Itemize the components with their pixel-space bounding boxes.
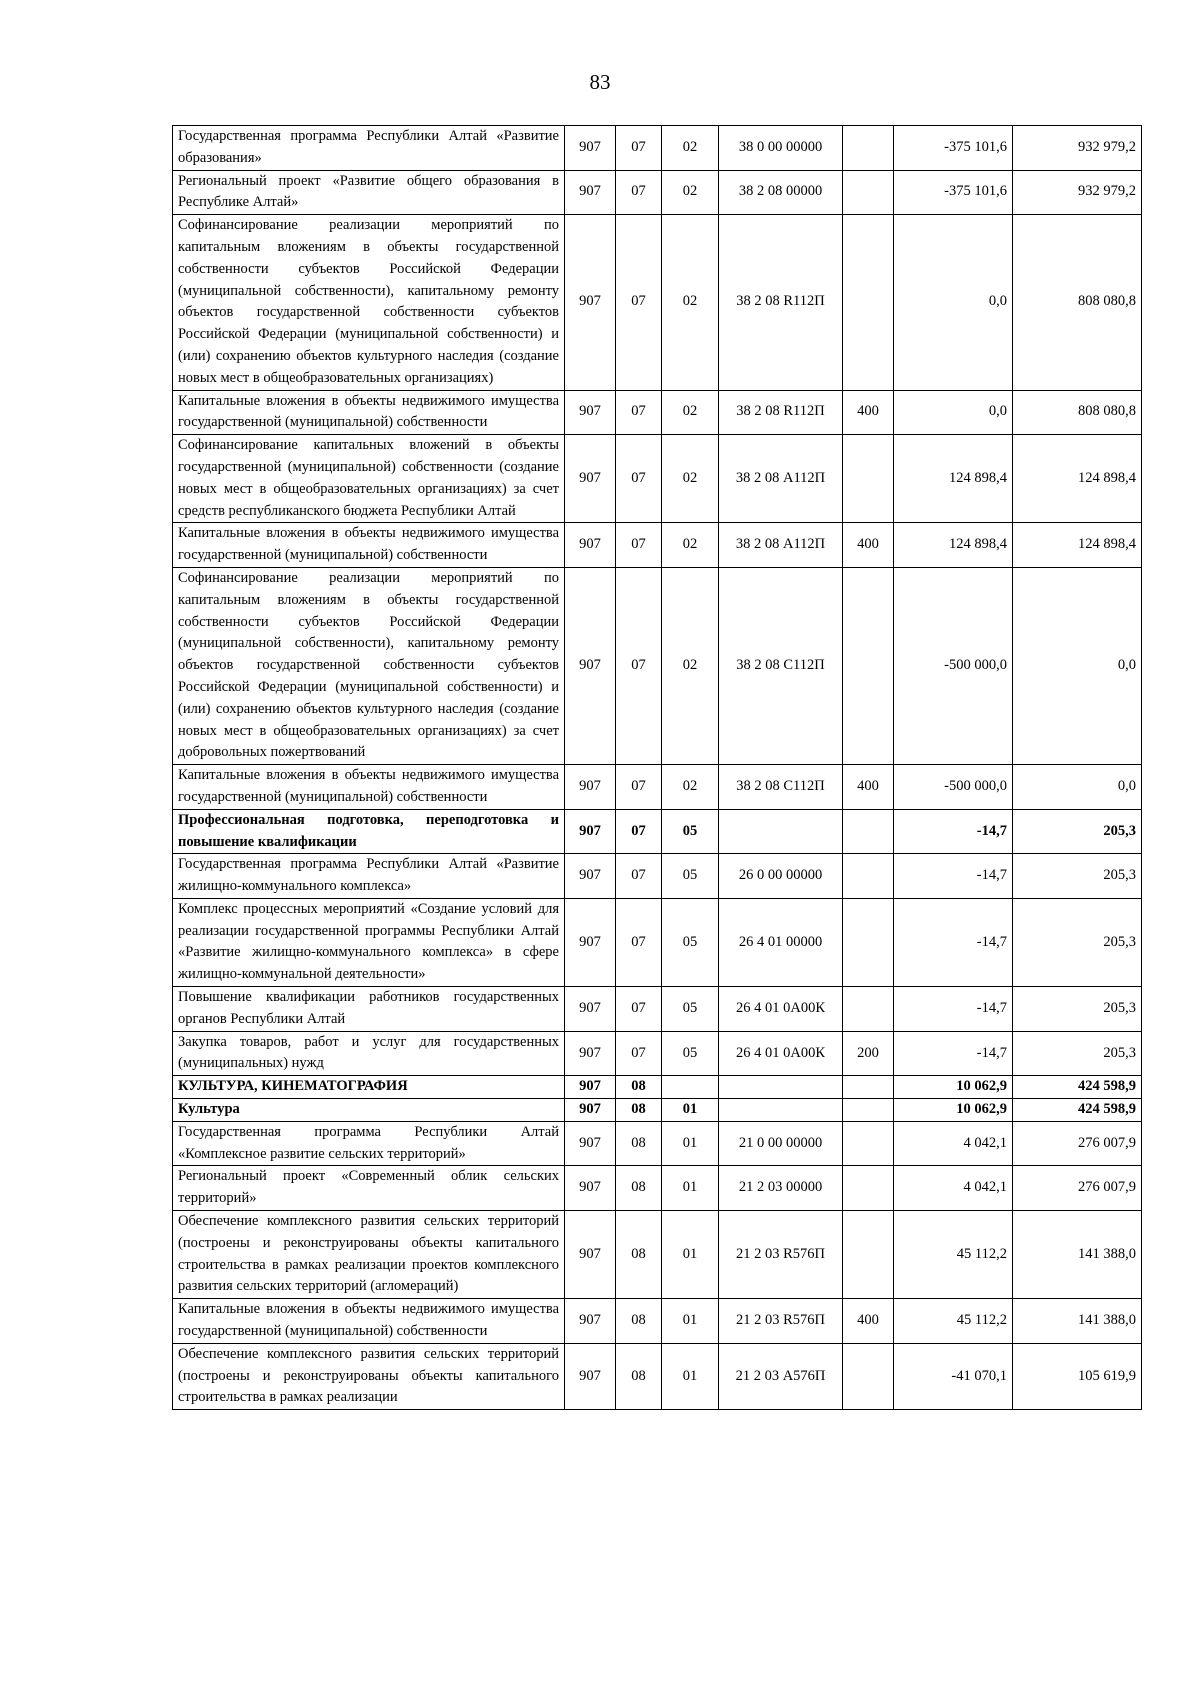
total-amount: 205,3 [1013, 1031, 1142, 1076]
page-number: 83 [589, 70, 611, 94]
row-name: Государственная программа Республики Алтай «Комплексное развитие сельских территорий» [173, 1121, 565, 1166]
budget-table-body [173, 126, 1142, 1410]
row-name: Закупка товаров, работ и услуг для государственных (муниципальных) нужд [173, 1031, 565, 1076]
change-amount: 4 042,1 [894, 1166, 1013, 1211]
table-row [173, 1343, 1142, 1409]
ministry-code: 907 [565, 854, 616, 899]
ministry-code: 907 [565, 1299, 616, 1344]
expense-type-code: 400 [843, 390, 894, 435]
target-article-code: 21 2 03 00000 [719, 1166, 843, 1211]
total-amount: 424 598,9 [1013, 1076, 1142, 1099]
row-name: Капитальные вложения в объекты недвижимого имущества государственной (муниципальной) собственности [173, 523, 565, 568]
subsection-code: 02 [662, 170, 719, 215]
target-article-code [719, 809, 843, 854]
section-code: 07 [616, 898, 662, 986]
subsection-code: 01 [662, 1343, 719, 1409]
row-name: Капитальные вложения в объекты недвижимого имущества государственной (муниципальной) собственности [173, 390, 565, 435]
subsection-code: 01 [662, 1099, 719, 1122]
section-code: 08 [616, 1076, 662, 1099]
row-name: Обеспечение комплексного развития сельских территорий (построены и реконструированы объекты капитального строительства в рамках реализации [173, 1343, 565, 1409]
total-amount: 205,3 [1013, 898, 1142, 986]
total-amount: 808 080,8 [1013, 215, 1142, 390]
section-code: 07 [616, 765, 662, 810]
change-amount: -375 101,6 [894, 170, 1013, 215]
table-row [173, 567, 1142, 764]
table-row [173, 1299, 1142, 1344]
change-amount: 124 898,4 [894, 435, 1013, 523]
change-amount: 10 062,9 [894, 1076, 1013, 1099]
subsection-code: 01 [662, 1299, 719, 1344]
total-amount: 932 979,2 [1013, 126, 1142, 171]
section-code: 08 [616, 1211, 662, 1299]
table-row [173, 390, 1142, 435]
change-amount: 0,0 [894, 390, 1013, 435]
target-article-code: 21 2 03 А576П [719, 1343, 843, 1409]
total-amount: 808 080,8 [1013, 390, 1142, 435]
subsection-code: 02 [662, 435, 719, 523]
total-amount: 205,3 [1013, 987, 1142, 1032]
section-code: 08 [616, 1121, 662, 1166]
subsection-code [662, 1076, 719, 1099]
section-code: 07 [616, 809, 662, 854]
target-article-code: 21 2 03 R576П [719, 1299, 843, 1344]
section-code: 08 [616, 1299, 662, 1344]
row-name: Государственная программа Республики Алтай «Развитие жилищно-коммунального комплекса» [173, 854, 565, 899]
table-row [173, 170, 1142, 215]
subsection-code: 05 [662, 854, 719, 899]
table-row [173, 987, 1142, 1032]
ministry-code: 907 [565, 567, 616, 764]
ministry-code: 907 [565, 1211, 616, 1299]
ministry-code: 907 [565, 390, 616, 435]
table-row [173, 898, 1142, 986]
target-article-code: 38 2 08 С112П [719, 765, 843, 810]
target-article-code: 26 4 01 00000 [719, 898, 843, 986]
table-row [173, 765, 1142, 810]
row-name: Повышение квалификации работников государственных органов Республики Алтай [173, 987, 565, 1032]
table-row [173, 1076, 1142, 1099]
expense-type-code [843, 987, 894, 1032]
target-article-code: 38 2 08 R112П [719, 215, 843, 390]
budget-table [172, 125, 1142, 1410]
expense-type-code: 400 [843, 523, 894, 568]
total-amount: 141 388,0 [1013, 1299, 1142, 1344]
change-amount: -500 000,0 [894, 765, 1013, 810]
subsection-code: 01 [662, 1166, 719, 1211]
section-code: 08 [616, 1343, 662, 1409]
expense-type-code [843, 1121, 894, 1166]
total-amount: 124 898,4 [1013, 435, 1142, 523]
subsection-code: 02 [662, 126, 719, 171]
section-code: 07 [616, 170, 662, 215]
total-amount: 124 898,4 [1013, 523, 1142, 568]
table-row [173, 523, 1142, 568]
change-amount: -14,7 [894, 809, 1013, 854]
total-amount: 0,0 [1013, 765, 1142, 810]
target-article-code: 38 2 08 00000 [719, 170, 843, 215]
row-name: Капитальные вложения в объекты недвижимого имущества государственной (муниципальной) собственности [173, 1299, 565, 1344]
row-name: Государственная программа Республики Алтай «Развитие образования» [173, 126, 565, 171]
target-article-code: 38 2 08 А112П [719, 435, 843, 523]
ministry-code: 907 [565, 170, 616, 215]
expense-type-code [843, 1099, 894, 1122]
section-code: 08 [616, 1099, 662, 1122]
expense-type-code [843, 126, 894, 171]
table-row [173, 215, 1142, 390]
row-name: Профессиональная подготовка, переподготовка и повышение квалификации [173, 809, 565, 854]
section-code: 07 [616, 987, 662, 1032]
ministry-code: 907 [565, 765, 616, 810]
subsection-code: 02 [662, 390, 719, 435]
section-code: 07 [616, 1031, 662, 1076]
subsection-code: 01 [662, 1121, 719, 1166]
total-amount: 0,0 [1013, 567, 1142, 764]
target-article-code [719, 1099, 843, 1122]
expense-type-code [843, 1211, 894, 1299]
change-amount: 10 062,9 [894, 1099, 1013, 1122]
ministry-code: 907 [565, 987, 616, 1032]
row-name: Комплекс процессных мероприятий «Создание условий для реализации государственной программы Республики Алтай «Развитие жилищно-коммунального комплекса» в сфере жилищно-коммунальной деятельности» [173, 898, 565, 986]
expense-type-code [843, 567, 894, 764]
row-name: КУЛЬТУРА, КИНЕМАТОГРАФИЯ [173, 1076, 565, 1099]
row-name: Софинансирование капитальных вложений в объекты государственной (муниципальной) собственности (создание новых мест в общеобразовательных организациях) за счет средств республиканского бюджета Республики Алтай [173, 435, 565, 523]
table-row [173, 809, 1142, 854]
ministry-code: 907 [565, 523, 616, 568]
change-amount: -14,7 [894, 987, 1013, 1032]
expense-type-code [843, 1076, 894, 1099]
target-article-code [719, 1076, 843, 1099]
expense-type-code [843, 854, 894, 899]
ministry-code: 907 [565, 898, 616, 986]
row-name: Софинансирование реализации мероприятий по капитальным вложениям в объекты государственной собственности субъектов Российской Федерации (муниципальной собственности), капитальному ремонту объектов государственной собственности субъектов Российской Федерации (муниципальной собственности) и (или) сохранению объектов культурного наследия (создание новых мест в общеобразовательных организациях) за счет добровольных пожертвований [173, 567, 565, 764]
table-row [173, 1099, 1142, 1122]
row-name: Культура [173, 1099, 565, 1122]
subsection-code: 05 [662, 1031, 719, 1076]
change-amount: -14,7 [894, 854, 1013, 899]
subsection-code: 01 [662, 1211, 719, 1299]
ministry-code: 907 [565, 215, 616, 390]
total-amount: 105 619,9 [1013, 1343, 1142, 1409]
total-amount: 276 007,9 [1013, 1121, 1142, 1166]
subsection-code: 02 [662, 523, 719, 568]
expense-type-code: 400 [843, 765, 894, 810]
section-code: 08 [616, 1166, 662, 1211]
ministry-code: 907 [565, 1076, 616, 1099]
row-name: Софинансирование реализации мероприятий по капитальным вложениям в объекты государственной собственности субъектов Российской Федерации (муниципальной собственности), капитальному ремонту объектов государственной собственности субъектов Российской Федерации (муниципальной собственности) и (или) сохранению объектов культурного наследия (создание новых мест в общеобразовательных организациях) [173, 215, 565, 390]
change-amount: 124 898,4 [894, 523, 1013, 568]
change-amount: 4 042,1 [894, 1121, 1013, 1166]
change-amount: -41 070,1 [894, 1343, 1013, 1409]
ministry-code: 907 [565, 126, 616, 171]
expense-type-code: 200 [843, 1031, 894, 1076]
change-amount: -500 000,0 [894, 567, 1013, 764]
expense-type-code [843, 170, 894, 215]
total-amount: 205,3 [1013, 854, 1142, 899]
ministry-code: 907 [565, 1031, 616, 1076]
section-code: 07 [616, 523, 662, 568]
table-row [173, 126, 1142, 171]
table-row [173, 1166, 1142, 1211]
target-article-code: 21 0 00 00000 [719, 1121, 843, 1166]
section-code: 07 [616, 854, 662, 899]
target-article-code: 38 2 08 С112П [719, 567, 843, 764]
ministry-code: 907 [565, 1343, 616, 1409]
target-article-code: 38 2 08 R112П [719, 390, 843, 435]
table-row [173, 1211, 1142, 1299]
target-article-code: 21 2 03 R576П [719, 1211, 843, 1299]
table-row [173, 435, 1142, 523]
row-name: Региональный проект «Современный облик сельских территорий» [173, 1166, 565, 1211]
ministry-code: 907 [565, 1166, 616, 1211]
total-amount: 424 598,9 [1013, 1099, 1142, 1122]
subsection-code: 02 [662, 567, 719, 764]
target-article-code: 26 4 01 0А00К [719, 1031, 843, 1076]
total-amount: 205,3 [1013, 809, 1142, 854]
subsection-code: 05 [662, 809, 719, 854]
expense-type-code [843, 1166, 894, 1211]
section-code: 07 [616, 126, 662, 171]
expense-type-code [843, 898, 894, 986]
ministry-code: 907 [565, 1121, 616, 1166]
ministry-code: 907 [565, 1099, 616, 1122]
expense-type-code [843, 809, 894, 854]
total-amount: 932 979,2 [1013, 170, 1142, 215]
expense-type-code [843, 215, 894, 390]
change-amount: 0,0 [894, 215, 1013, 390]
ministry-code: 907 [565, 809, 616, 854]
subsection-code: 05 [662, 898, 719, 986]
target-article-code: 38 0 00 00000 [719, 126, 843, 171]
change-amount: -14,7 [894, 1031, 1013, 1076]
table-row [173, 1121, 1142, 1166]
change-amount: -375 101,6 [894, 126, 1013, 171]
change-amount: 45 112,2 [894, 1299, 1013, 1344]
total-amount: 141 388,0 [1013, 1211, 1142, 1299]
change-amount: -14,7 [894, 898, 1013, 986]
change-amount: 45 112,2 [894, 1211, 1013, 1299]
subsection-code: 05 [662, 987, 719, 1032]
section-code: 07 [616, 567, 662, 764]
table-row [173, 854, 1142, 899]
target-article-code: 26 0 00 00000 [719, 854, 843, 899]
row-name: Региональный проект «Развитие общего образования в Республике Алтай» [173, 170, 565, 215]
section-code: 07 [616, 390, 662, 435]
table-row [173, 1031, 1142, 1076]
section-code: 07 [616, 435, 662, 523]
subsection-code: 02 [662, 765, 719, 810]
expense-type-code [843, 435, 894, 523]
expense-type-code: 400 [843, 1299, 894, 1344]
section-code: 07 [616, 215, 662, 390]
ministry-code: 907 [565, 435, 616, 523]
expense-type-code [843, 1343, 894, 1409]
total-amount: 276 007,9 [1013, 1166, 1142, 1211]
row-name: Капитальные вложения в объекты недвижимого имущества государственной (муниципальной) собственности [173, 765, 565, 810]
target-article-code: 26 4 01 0А00К [719, 987, 843, 1032]
row-name: Обеспечение комплексного развития сельских территорий (построены и реконструированы объекты капитального строительства в рамках реализации проектов комплексного развития сельских территорий (агломераций) [173, 1211, 565, 1299]
target-article-code: 38 2 08 А112П [719, 523, 843, 568]
subsection-code: 02 [662, 215, 719, 390]
